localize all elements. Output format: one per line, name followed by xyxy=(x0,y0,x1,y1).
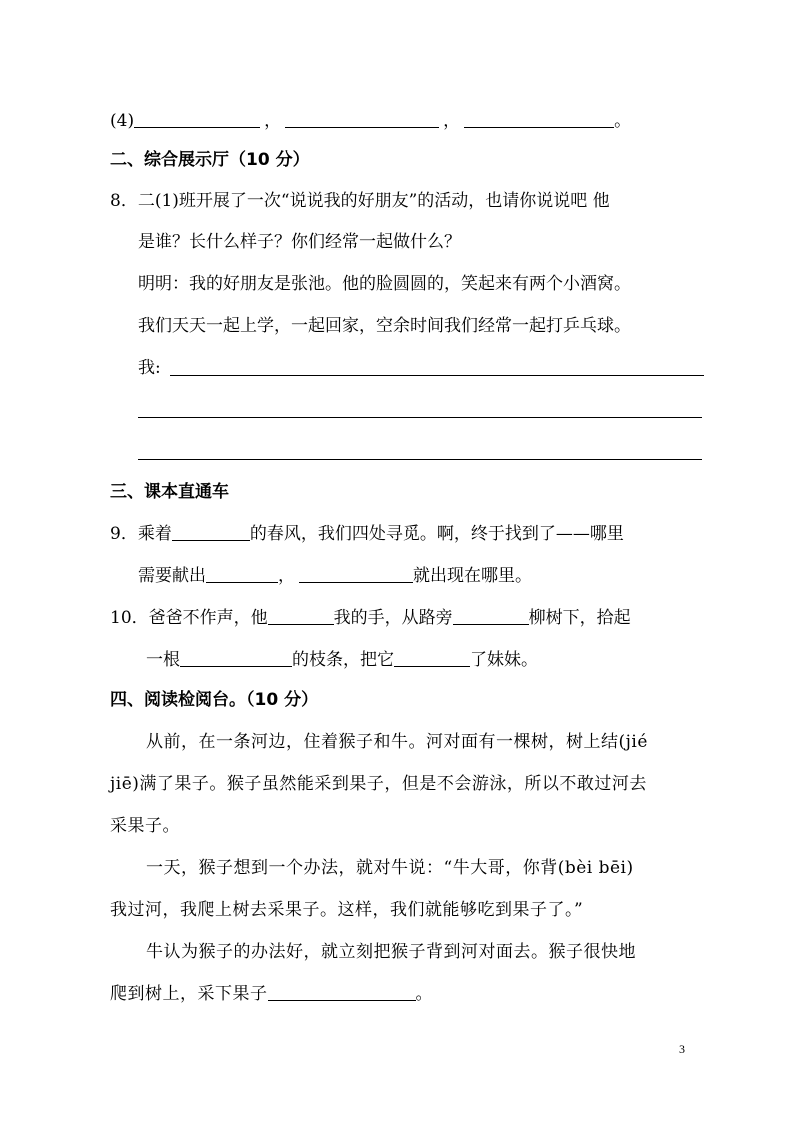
q10-blank-2[interactable] xyxy=(453,608,529,625)
answer-line-3[interactable] xyxy=(138,459,702,460)
answer-line-2[interactable] xyxy=(138,417,702,418)
q9-line-2 xyxy=(138,565,532,587)
q10-line-2 xyxy=(146,649,538,671)
q4-blank-2[interactable] xyxy=(285,111,439,128)
story-p1-line-1: 从前，在一条河边，住着猴子和牛。河对面有一棵树，树上结(jié xyxy=(146,732,648,752)
section3-heading: 三、课本直通车 xyxy=(110,482,229,502)
q4-prefix: (4) xyxy=(110,111,135,131)
answer-line-1[interactable] xyxy=(170,375,704,376)
q10-text-a: 10．爸爸不作声，他 xyxy=(110,608,268,628)
q4-period: 。 xyxy=(614,111,632,131)
q10-blank-3[interactable] xyxy=(180,650,292,667)
q10-text-e: 的枝条，把它 xyxy=(292,650,394,670)
q9-line-1 xyxy=(110,523,624,545)
story-p3-line-1: 牛认为猴子的办法好，就立刻把猴子背到河对面去。猴子很快地 xyxy=(146,942,636,962)
q10-text-d: 一根 xyxy=(146,650,180,670)
q9-blank-2[interactable] xyxy=(206,566,278,583)
q4-comma-2: ， xyxy=(443,111,461,131)
q9-text-c: 需要献出 xyxy=(138,566,206,586)
q10-text-c: 柳树下，拾起 xyxy=(528,608,631,628)
q4-blank-3[interactable] xyxy=(464,111,614,128)
q8-line-1: 8．二(1)班开展了一次“说说我的好朋友”的活动，也请你说说吧 他 xyxy=(110,191,610,211)
q9-text-d: ， xyxy=(278,566,295,586)
q10-text-b: 我的手，从路旁 xyxy=(333,608,453,628)
section4-heading: 四、阅读检阅台。（10 分） xyxy=(110,690,319,710)
q9-blank-1[interactable] xyxy=(172,524,250,541)
story-p3-line-2 xyxy=(110,983,433,1005)
story-p2-line-1: 一天，猴子想到一个办法，就对牛说：“牛大哥，你背(bèi bēi) xyxy=(146,858,634,878)
q9-blank-3[interactable] xyxy=(299,566,413,583)
q10-blank-4[interactable] xyxy=(394,650,470,667)
q4-comma-1: ， xyxy=(264,111,282,131)
section2-heading: 二、综合展示厅（10 分） xyxy=(110,150,310,170)
q10-text-f: 了妹妹。 xyxy=(470,650,538,670)
q9-text-e: 就出现在哪里。 xyxy=(413,566,532,586)
story-p1-line-3: 采果子。 xyxy=(110,816,180,836)
story-p3-text: 爬到树上，采下果子 xyxy=(110,984,268,1004)
page-number: 3 xyxy=(679,1042,685,1056)
q10-blank-1[interactable] xyxy=(268,608,334,625)
story-p3-end: 。 xyxy=(415,984,433,1004)
story-p2-line-2: 我过河，我爬上树去采果子。这样，我们就能够吃到果子了。” xyxy=(110,900,584,920)
q8-line-2: 是谁？长什么样子？你们经常一起做什么？ xyxy=(138,232,461,252)
story-p1-line-2: jiē)满了果子。猴子虽然能采到果子，但是不会游泳，所以不敢过河去 xyxy=(110,774,647,794)
q4-blank-1[interactable] xyxy=(134,111,260,128)
story-blank[interactable] xyxy=(268,984,416,1001)
example-line-2: 我们天天一起上学，一起回家，空余时间我们经常一起打乒乓球。 xyxy=(138,316,631,336)
q4-line xyxy=(110,110,631,132)
example-line-1: 明明：我的好朋友是张池。他的脸圆圆的，笑起来有两个小酒窝。 xyxy=(138,274,631,294)
q9-text-a: 9．乘着 xyxy=(110,524,172,544)
me-label: 我: xyxy=(138,358,161,378)
q9-text-b: 的春风，我们四处寻觅。啊，终于找到了——哪里 xyxy=(249,524,624,544)
q10-line-1 xyxy=(110,607,631,629)
